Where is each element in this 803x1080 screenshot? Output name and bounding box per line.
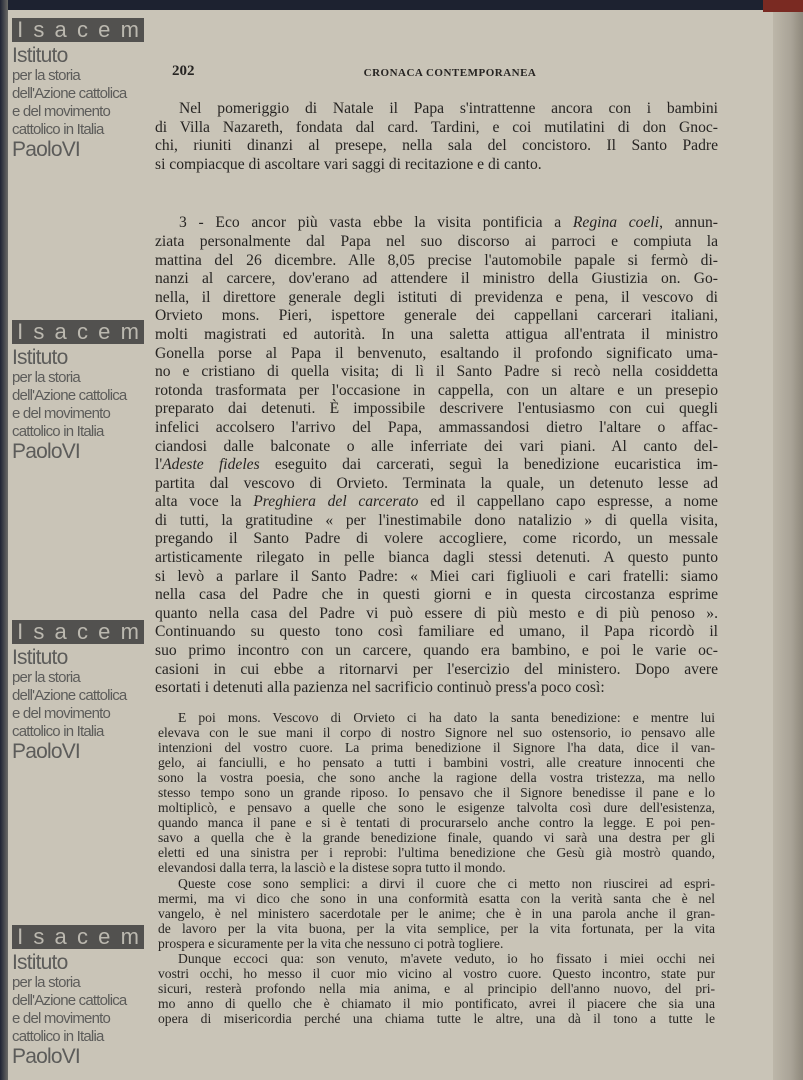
logo-letter: m bbox=[120, 924, 139, 949]
logo-letter: s bbox=[33, 17, 45, 42]
scan-edge-left bbox=[0, 0, 8, 1080]
scan-edge-right bbox=[773, 0, 803, 1080]
text-line: Orvieto mons. Pieri, ispettore generale dei cappellani carcerari italiani, bbox=[155, 307, 718, 325]
text-line: savo a quella che è la grande benedizione finale, quando vi sarà una destra per gli bbox=[158, 830, 715, 846]
text-line: quando manca il pane e si è tentati di procurarselo anche contro la legge. E poi pen- bbox=[158, 815, 715, 831]
text-line: nella, il direttore generale degli istituti di previdenza e pena, il vescovo di bbox=[155, 288, 718, 306]
text-line: vostri occhi, ho messo il cuor mio vicino al vostro cuore. Questo incontro, state pur bbox=[158, 965, 715, 981]
text-line: quanto nella casa del Padre vi può essere di più mesto e di più penoso ». bbox=[155, 604, 718, 622]
text-line: mermi, ma vi dico che sono in una conformità esatta con la verità santa che è nel bbox=[158, 890, 715, 906]
text-line: Dunque eccoci qua: son venuto, m'avete veduto, io ho fissato i miei occhi nei bbox=[178, 950, 715, 966]
logo-letter: m bbox=[120, 319, 139, 344]
text-line: opera di misericordia perché una chiama tutte le altre, una dà il tono a tutte le bbox=[158, 1010, 715, 1026]
logo-text-line: Istituto bbox=[12, 44, 68, 67]
logo-text-line: Istituto bbox=[12, 346, 68, 369]
watermark-logo-bottom-left bbox=[12, 925, 150, 1068]
quote-paragraph bbox=[158, 876, 715, 951]
quote-paragraph bbox=[158, 951, 715, 1026]
logo-text-line: dell'Azione cattolica bbox=[12, 687, 127, 704]
logo-text-line: e del movimento bbox=[12, 103, 111, 120]
text-line: vangelo, è nel ministero sacerdotale per le anime; che è in una parola anche il gran- bbox=[158, 905, 715, 921]
logo-letter: s bbox=[33, 319, 45, 344]
logo-text bbox=[12, 347, 150, 463]
text-segment: ed il cappellano capo espresse, a nome bbox=[418, 493, 718, 511]
page-number: 202 bbox=[172, 63, 195, 79]
quoted-speech bbox=[158, 710, 715, 1026]
logo-text-line: PaoloVI bbox=[12, 1045, 80, 1068]
text-line: esortati i detenuti alla pazienza nel sacrificio continuò press'a poco così: bbox=[155, 679, 605, 697]
logo-letter: c bbox=[76, 924, 88, 949]
logo-letter: e bbox=[98, 924, 111, 949]
running-title: CRONACA CONTEMPORANEA bbox=[363, 67, 537, 79]
logo-letter: I bbox=[17, 619, 24, 644]
logo-letter: I bbox=[17, 17, 24, 42]
text-line: sicuri, resterà profondo nella mia anima, e al principio dell'anno nuovo, del pri- bbox=[158, 980, 715, 996]
italic-title: Adeste fideles bbox=[162, 456, 260, 474]
text-line: E poi mons. Vescovo di Orvieto ci ha dato la santa benedizione: e mentre lui bbox=[178, 710, 715, 725]
text-line bbox=[155, 456, 718, 475]
logo-letter: e bbox=[98, 619, 111, 644]
logo-letter: c bbox=[76, 619, 88, 644]
logo-letter: a bbox=[54, 619, 67, 644]
scan-edge-top bbox=[0, 0, 803, 10]
logo-text-line: PaoloVI bbox=[12, 740, 80, 763]
text-line: ciandosi dalle balconate o alle inferriate dei vari piani. Al canto del- bbox=[155, 437, 718, 455]
logo-letter: I bbox=[17, 924, 24, 949]
text-line: eletti ed una sinistra per i reprobi: l'ultima benedizione che Gesù già mostrò quando, bbox=[158, 845, 715, 861]
italic-title: Preghiera del carcerato bbox=[253, 493, 419, 511]
logo-letter: m bbox=[120, 619, 139, 644]
logo-text-line: PaoloVI bbox=[12, 138, 80, 161]
quote-paragraph bbox=[158, 710, 715, 876]
logo-letter: e bbox=[98, 319, 111, 344]
text-line: infelici accolsero l'arrivo del Papa, ammassandosi dietro l'altare o affac- bbox=[155, 418, 718, 436]
logo-letter-bar bbox=[12, 925, 144, 949]
text-line: Gonella porse al Papa il benvenuto, esaltando il profondo significato uma- bbox=[155, 344, 718, 362]
text-line: di Villa Nazareth, fondata dal card. Tardini, e coi mutilatini di don Gnoc- bbox=[155, 118, 718, 136]
text-line: no e cristiano di quella visita; di lì il Santo Padre si recò nella cosiddetta bbox=[155, 363, 718, 381]
text-line: si levò a parlare il Santo Padre: « Miei cari figliuoli e cari fratelli: siamo bbox=[155, 567, 718, 585]
italic-title: Regina coeli bbox=[572, 214, 660, 232]
logo-text-line: per la storia bbox=[12, 974, 80, 991]
watermark-logo-upper-middle bbox=[12, 320, 150, 463]
logo-letter: e bbox=[98, 17, 111, 42]
text-line: Continuando su questo tono così familiare ed umano, il Papa ricordò il bbox=[155, 623, 718, 641]
text-line: gelo, ai fanciulli, e ho pensato a tutti i bambini vostri, alle creature innocenti che bbox=[158, 755, 715, 771]
text-line: partita dal vescovo di Orvieto. Terminata la quale, un detenuto lesse ad bbox=[155, 474, 718, 492]
text-segment: eseguito dai carcerati, seguì la benedizione eucaristica im- bbox=[259, 456, 718, 474]
text-line: stesso tempo sono un grande riposo. Io pensavo che il Signore benedisse il pane e lo bbox=[158, 785, 715, 801]
text-line: Nel pomeriggio di Natale il Papa s'intrattenne ancora con i bambini bbox=[179, 100, 718, 117]
logo-text-line: Istituto bbox=[12, 646, 68, 669]
text-line: ziata personalmente dal Papa nel suo discorso ai parroci e compiuta la bbox=[155, 232, 718, 250]
text-line: casioni in cui ebbe a ritornarvi per l'esercizio del ministero. Dopo avere bbox=[155, 660, 718, 678]
logo-text-line: e del movimento bbox=[12, 1010, 111, 1027]
logo-letter-bar bbox=[12, 620, 144, 644]
text-line: sono la vostra poesia, che sono anche la ragione della vostra tristezza, ma nello bbox=[158, 770, 715, 786]
logo-text-line: cattolico in Italia bbox=[12, 1028, 104, 1045]
logo-text bbox=[12, 952, 150, 1068]
text-line: suo primo incontro con un carcere, quando era bambino, e poi le varie oc- bbox=[155, 642, 718, 660]
logo-letter: s bbox=[33, 619, 45, 644]
logo-text-line: cattolico in Italia bbox=[12, 423, 104, 440]
text-segment: , annun- bbox=[659, 214, 718, 232]
logo-text bbox=[12, 45, 150, 161]
text-line: pregando il Santo Padre di volere accogliere, come ricordo, un messale bbox=[155, 530, 718, 548]
logo-letter: m bbox=[120, 17, 139, 42]
logo-text-line: e del movimento bbox=[12, 705, 111, 722]
logo-text-line: dell'Azione cattolica bbox=[12, 85, 127, 102]
logo-letter: c bbox=[76, 17, 88, 42]
text-line: mo anno di quello che è chiamato il mio pontificato, avrei il piacere che sia una bbox=[158, 995, 715, 1011]
text-line: si compiacque di ascoltare vari saggi di recitazione e di canto. bbox=[155, 155, 542, 173]
logo-text-line: per la storia bbox=[12, 67, 80, 84]
logo-letter: s bbox=[33, 924, 45, 949]
text-line: mattina del 26 dicembre. Alle 8,05 precise l'automobile papale si fermò di- bbox=[155, 251, 718, 269]
logo-text-line: dell'Azione cattolica bbox=[12, 387, 127, 404]
text-line: de lavoro per la vita buona, per la vita semplice, per la vita fortunata, per la vita bbox=[158, 920, 715, 936]
logo-letter: I bbox=[17, 319, 24, 344]
watermark-logo-top-left bbox=[12, 18, 150, 161]
logo-letter: c bbox=[76, 319, 88, 344]
logo-letter-bar bbox=[12, 320, 144, 344]
text-line bbox=[155, 493, 718, 512]
text-line: artisticamente rilegato in pelle bianca dagli stessi detenuti. A questo punto bbox=[155, 549, 718, 567]
logo-text-line: per la storia bbox=[12, 669, 80, 686]
logo-text-line: dell'Azione cattolica bbox=[12, 992, 127, 1009]
text-line: elevava con le sue mani il corpo di nostro Signore nel suo ostensorio, io pensavo alle bbox=[158, 725, 715, 741]
logo-text-line: cattolico in Italia bbox=[12, 121, 104, 138]
text-line: Queste cose sono semplici: a dirvi il cuore che ci metto non riuscirei ad espri- bbox=[178, 875, 715, 891]
logo-text-line: e del movimento bbox=[12, 405, 111, 422]
logo-letter: a bbox=[54, 319, 67, 344]
text-line: elevandosi dalla terra, la lasciò e la distese sopra tutto il mondo. bbox=[158, 860, 506, 876]
text-segment: l' bbox=[155, 456, 163, 474]
text-line: molti magistrati ed autorità. In una saletta attigua all'entrata il ministro bbox=[155, 325, 718, 343]
text-line bbox=[155, 214, 718, 233]
logo-letter: a bbox=[54, 17, 67, 42]
watermark-logo-lower-middle bbox=[12, 620, 150, 763]
book-cover-corner bbox=[763, 0, 803, 12]
text-line: nanzi al carcere, dov'erano ad attendere il ministro della Giustizia on. Go- bbox=[155, 270, 718, 288]
text-segment: alta voce la bbox=[155, 493, 254, 511]
text-line: di tutti, la gratitudine « per l'inestimabile dono natalizio » di quella visita, bbox=[155, 511, 718, 529]
logo-letter: a bbox=[54, 924, 67, 949]
logo-letter-bar bbox=[12, 18, 144, 42]
logo-text-line: Istituto bbox=[12, 951, 68, 974]
body-paragraph bbox=[155, 214, 718, 697]
text-line: rotonda trasformata per l'occasione in cappella, con un altare e un presepio bbox=[155, 381, 718, 399]
text-segment: 3 - Eco ancor più vasta ebbe la visita pontificia a bbox=[179, 214, 573, 232]
logo-text-line: cattolico in Italia bbox=[12, 723, 104, 740]
text-line: intenzioni del vostro cuore. La prima benedizione il Signore l'ha data, dice il van- bbox=[158, 740, 715, 756]
text-line: moltiplicò, e pensavo a quelle che sono le esigenze talvolta così dure dell'esistenza, bbox=[158, 800, 715, 816]
text-line: nella casa del Padre che in questi giorni e in questa circostanza esprime bbox=[155, 586, 718, 604]
text-line: preparato dai detenuti. È impossibile descrivere l'entusiasmo con cui quegli bbox=[155, 400, 718, 418]
logo-text-line: per la storia bbox=[12, 369, 80, 386]
logo-text-line: PaoloVI bbox=[12, 440, 80, 463]
text-line: prospera e sicuramente per la vita che nessuno ci potrà togliere. bbox=[158, 935, 504, 951]
text-line: chi, riuniti dinanzi al presepe, nella sala del concistoro. Il Santo Padre bbox=[155, 137, 718, 155]
body-paragraph bbox=[155, 100, 718, 174]
body-text bbox=[155, 100, 718, 698]
logo-text bbox=[12, 647, 150, 763]
